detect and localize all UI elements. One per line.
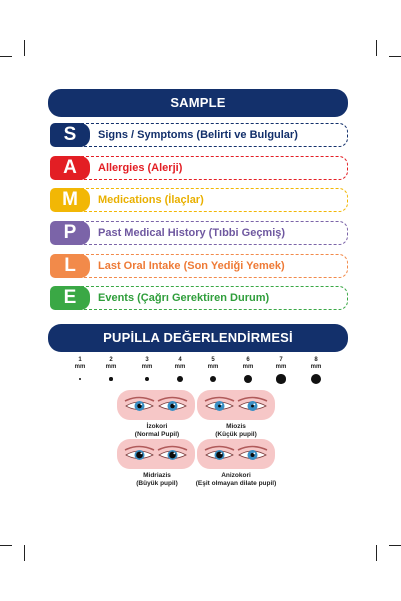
- pupil: [136, 452, 143, 459]
- scale-unit: mm: [242, 364, 254, 370]
- eye-icon: [203, 395, 236, 413]
- scale-unit: mm: [174, 364, 186, 370]
- eye-icon: [156, 395, 189, 413]
- eye-icon: [236, 444, 269, 462]
- scale-unit: mm: [74, 364, 86, 370]
- eyebrow: [158, 398, 187, 402]
- row-label: Last Oral Intake (Son Yediği Yemek): [98, 260, 285, 272]
- scale-tick: [201, 357, 225, 371]
- eye-highlight: [140, 453, 142, 455]
- scale-value: 2: [109, 357, 113, 363]
- scale-value: 7: [279, 357, 283, 363]
- scale-value: 6: [246, 357, 250, 363]
- eyebrow: [205, 447, 234, 451]
- condition-desc: (Eşit olmayan dilate pupil): [195, 480, 277, 487]
- scale-unit: mm: [141, 364, 153, 370]
- eyebrow: [238, 398, 267, 402]
- condition-name: Anizokori: [221, 472, 251, 479]
- scale-value: 4: [178, 357, 182, 363]
- pupil: [251, 405, 254, 408]
- condition-name: İzokori: [146, 423, 168, 430]
- pupil-dot: [210, 376, 217, 383]
- eye-card-midriazis: [117, 439, 195, 469]
- eyebrow: [238, 447, 267, 451]
- pupil-dot: [109, 377, 113, 381]
- row-letter: A: [50, 156, 90, 180]
- condition-name: Miozis: [226, 423, 246, 430]
- row-letter: M: [50, 188, 90, 212]
- row-letter: E: [50, 286, 90, 310]
- scale-unit: mm: [105, 364, 117, 370]
- scale-tick: [236, 357, 260, 371]
- pupil-dot: [311, 374, 321, 384]
- eye-icon: [123, 444, 156, 462]
- scale-tick: [68, 357, 92, 371]
- eyebrow: [125, 398, 154, 402]
- crop-mark: [0, 56, 12, 57]
- scale-value: 8: [314, 357, 318, 363]
- condition-desc: (Küçük pupil): [215, 431, 257, 438]
- pupil-dot: [244, 375, 252, 383]
- sample-title: SAMPLE: [48, 89, 348, 117]
- row-letter: S: [50, 123, 90, 147]
- pupil-dot: [145, 377, 150, 382]
- scale-unit: mm: [310, 364, 322, 370]
- pupil-title: PUPİLLA DEĞERLENDİRMESİ: [48, 324, 348, 352]
- condition-name: Midriazis: [143, 472, 171, 479]
- sample-row-s: [50, 123, 348, 147]
- caption-miozis: [176, 423, 296, 439]
- eye-highlight: [220, 404, 222, 406]
- scale-value: 3: [145, 357, 149, 363]
- pupil: [218, 405, 221, 408]
- eyebrow: [205, 398, 234, 402]
- crop-mark: [24, 545, 25, 561]
- crop-mark: [24, 40, 25, 56]
- crop-mark: [389, 56, 401, 57]
- eye-highlight: [253, 453, 255, 455]
- eye-card-anizokori: [197, 439, 275, 469]
- sample-row-a: [50, 156, 348, 180]
- eye-highlight: [173, 453, 175, 455]
- scale-tick: [168, 357, 192, 371]
- eyebrow: [158, 447, 187, 451]
- eye-highlight: [173, 404, 175, 406]
- scale-unit: mm: [207, 364, 219, 370]
- eye-highlight: [253, 404, 255, 406]
- sample-row-p: [50, 221, 348, 245]
- scale-value: 5: [211, 357, 215, 363]
- eye-card-izokori: [117, 390, 195, 420]
- row-label: Past Medical History (Tıbbi Geçmiş): [98, 227, 286, 239]
- sample-row-l: [50, 254, 348, 278]
- scale-tick: [269, 357, 293, 371]
- sample-row-e: [50, 286, 348, 310]
- eye-icon: [123, 395, 156, 413]
- scale-tick: [304, 357, 328, 371]
- eye-icon: [203, 444, 236, 462]
- crop-mark: [0, 545, 12, 546]
- scale-tick: [99, 357, 123, 371]
- eye-icon: [236, 395, 269, 413]
- row-label: Signs / Symptoms (Belirti ve Bulgular): [98, 129, 298, 141]
- row-letter: L: [50, 254, 90, 278]
- row-label: Medications (İlaçlar): [98, 194, 204, 206]
- row-letter: P: [50, 221, 90, 245]
- eye-card-miozis: [197, 390, 275, 420]
- scale-tick: [135, 357, 159, 371]
- caption-anizokori: [176, 472, 296, 488]
- sample-row-m: [50, 188, 348, 212]
- scale-unit: mm: [275, 364, 287, 370]
- pupil-dot: [79, 378, 81, 380]
- pupil-dot: [276, 374, 285, 383]
- condition-desc: (Büyük pupil): [136, 480, 178, 487]
- eye-highlight: [220, 453, 222, 455]
- pupil-size-scale: [62, 357, 342, 391]
- crop-mark: [376, 545, 377, 561]
- eye-icon: [156, 444, 189, 462]
- eyebrow: [125, 447, 154, 451]
- pupil: [216, 452, 223, 459]
- crop-mark: [389, 545, 401, 546]
- condition-desc: (Normal Pupil): [134, 431, 180, 438]
- scale-value: 1: [78, 357, 82, 363]
- row-label: Events (Çağrı Gerektiren Durum): [98, 292, 270, 304]
- crop-mark: [376, 40, 377, 56]
- pupil: [169, 452, 176, 459]
- row-label: Allergies (Alerji): [98, 162, 183, 174]
- eye-highlight: [140, 404, 142, 406]
- pupil-dot: [177, 376, 183, 382]
